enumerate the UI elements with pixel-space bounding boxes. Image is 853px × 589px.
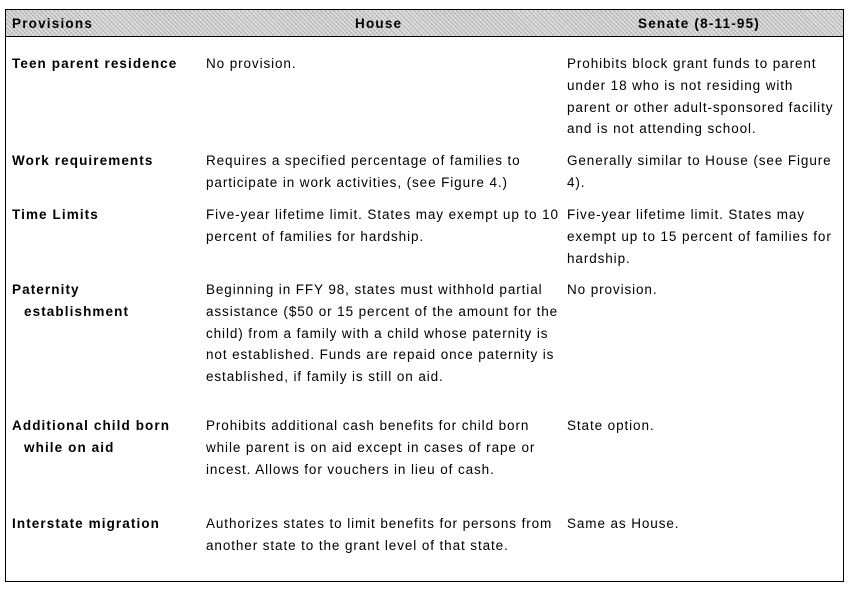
provision-label-continued: establishment: [24, 303, 130, 319]
senate-cell: Prohibits block grant funds to parent under 18 who is not residing with parent or other adult-sponsored facility and is not attending school.: [567, 56, 834, 137]
house-cell: Requires a specified percentage of families to participate in work activities, (see Figure 4.): [206, 153, 521, 190]
senate-cell: Five-year lifetime limit. States may exempt up to 15 percent of families for hardship.: [567, 207, 832, 266]
header-senate: Senate (8-11-95): [638, 16, 760, 31]
provision-label-continued: while on aid: [24, 439, 115, 455]
provision-label: Paternity: [12, 282, 80, 297]
provision-label: Work requirements: [12, 153, 154, 168]
provision-cell: [12, 513, 202, 535]
house-cell: Beginning in FFY 98, states must withhold partial assistance ($50 or 15 percent of the amount for the child) from a family with a child whose paternity is not established. Funds are repaid once paternity is established, if family is still on aid.: [206, 282, 559, 385]
house-cell: No provision.: [206, 56, 297, 71]
provision-label: Interstate migration: [12, 516, 161, 531]
senate-cell: Same as House.: [567, 516, 680, 531]
provision-cell: [12, 415, 202, 459]
table-header: [6, 10, 843, 37]
house-cell: Authorizes states to limit benefits for persons from another state to the grant level of that state.: [206, 516, 553, 553]
senate-cell: State option.: [567, 418, 655, 433]
provision-cell: [12, 279, 202, 323]
header-provisions: Provisions: [12, 16, 94, 31]
house-cell: Five-year lifetime limit. States may exempt up to 10 percent of families for hardship.: [206, 207, 559, 244]
provisions-table: [5, 9, 844, 582]
header-house: House: [355, 16, 403, 31]
provision-label: Teen parent residence: [12, 56, 178, 71]
provision-cell: [12, 150, 202, 172]
provision-cell: [12, 53, 202, 75]
provision-label: Additional child born: [12, 418, 171, 433]
senate-cell: Generally similar to House (see Figure 4).: [567, 153, 832, 190]
house-cell: Prohibits additional cash benefits for child born while parent is on aid except in cases of rape or incest. Allows for vouchers in lieu of cash.: [206, 418, 536, 477]
provision-cell: [12, 204, 202, 226]
provision-label: Time Limits: [12, 207, 99, 222]
senate-cell: No provision.: [567, 282, 658, 297]
